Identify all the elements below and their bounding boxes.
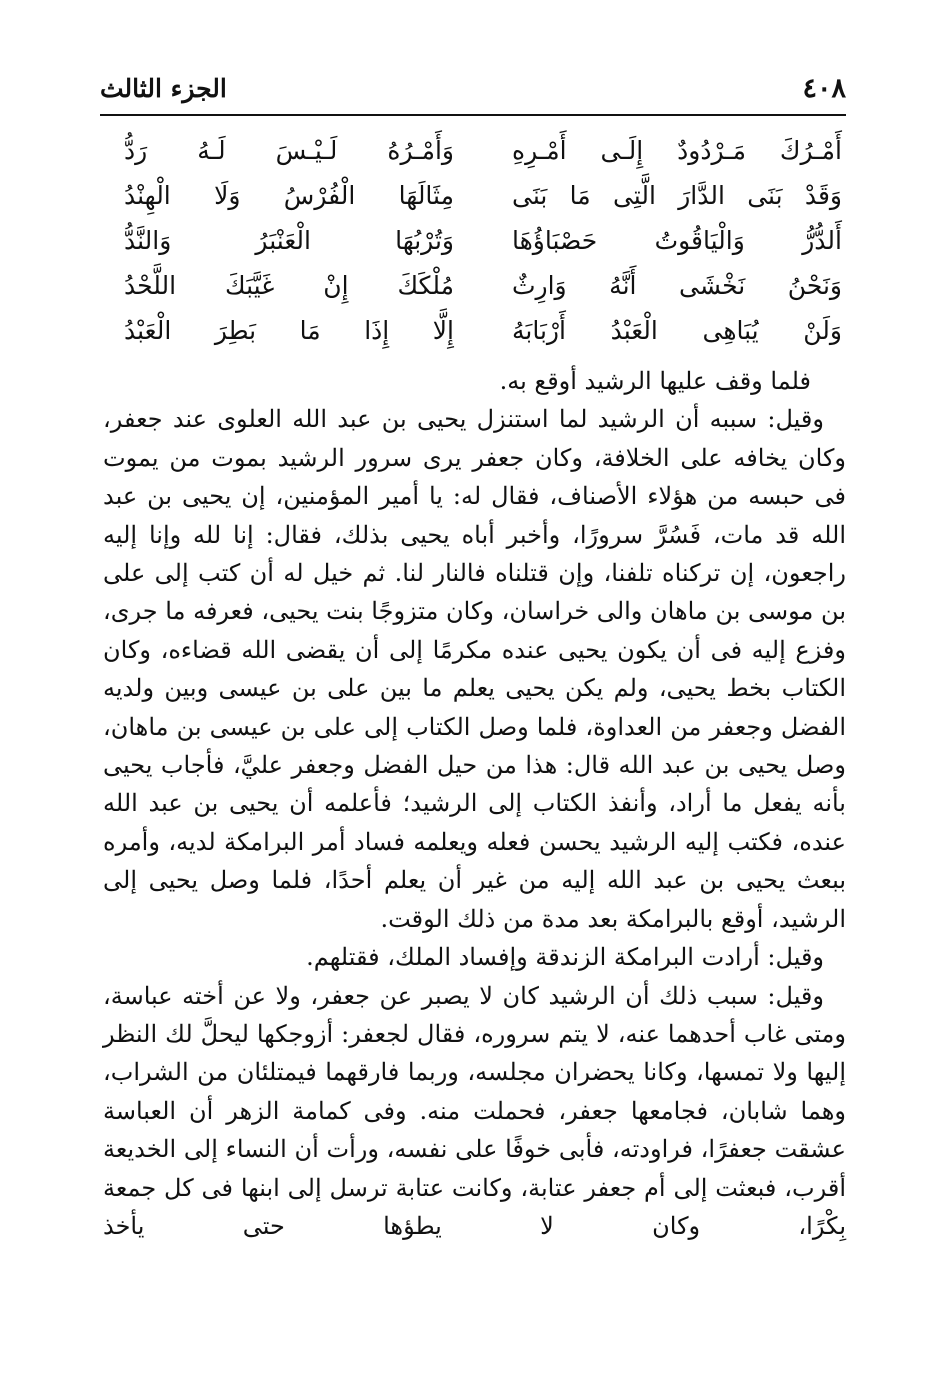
verse <box>100 128 846 173</box>
paragraph: فلما وقف عليها الرشيد أوقع به. <box>499 367 811 395</box>
body-text <box>103 362 846 1245</box>
verse-second-hemistich: مُلْكَكَ إِنْ غَيَّبَكَ اللَّحْدُ <box>124 271 454 300</box>
page-header <box>100 64 846 112</box>
verse <box>100 308 846 353</box>
verse-first-hemistich: أَلدُّرُّ وَالْيَاقُوتُ حَصْبَاؤُهَا <box>512 226 842 255</box>
verse-second-hemistich: وَأَمْـرُهُ لَـيْـسَ لَـهُ رَدُّ <box>124 136 454 165</box>
running-head: الجزء الثالث <box>100 73 227 103</box>
verse <box>100 173 846 218</box>
verse-first-hemistich: وَنَحْنُ نَخْشَى أَنَّهُ وَارِثٌ <box>512 271 842 300</box>
verse <box>100 263 846 308</box>
verse-first-hemistich: وَلَنْ يُبَاهِى الْعَبْدُ أَرْبَابَهُ <box>512 316 842 345</box>
verse-first-hemistich: أَمْـرُكَ مَـرْدُودٌ إِلَـى أَمْـرِهِ <box>512 136 842 165</box>
verse-second-hemistich: وَتُرْبُهَا الْعَنْبَرُ وَالنَّدُّ <box>124 226 454 255</box>
poem <box>100 128 846 353</box>
paragraph: وقيل: سبب ذلك أن الرشيد كان لا يصبر عن جعفر، ولا عن أخته عباسة، ومتى غاب أحدهما عنه، لا يتم سروره، فقال لجعفر: أزوجكها ليحلَّ لك النظر إليها ولا تمسها، وكانا يحضران مجلسه، وربما فارقهما فيمتلئان من الشراب، وهما شابان، فجامعها جعفر، فحملت منه. وفى كمامة الزهر أن العباسة عشقت جعفرًا، فراودته، فأبى خوفًا على نفسه، ورأت أن النساء إلى الخديعة أقرب، فبعثت إلى أم جعفر عتابة، وكانت عتابة ترسل إلى ابنها فى كل جمعة بِكْرًا، وكان لا يطؤها حتى يأخذ <box>103 981 847 1240</box>
header-rule <box>100 114 846 116</box>
page-number: ٤٠٨ <box>802 72 846 104</box>
verse-second-hemistich: إِلَّا إِذَا مَا بَطِرَ الْعَبْدُ <box>124 316 454 345</box>
paragraph: وقيل: أرادت البرامكة الزندقة وإفساد الملك، فقتلهم. <box>306 943 824 972</box>
verse-first-hemistich: وَقَدْ بَنَى الدَّارَ الَّتِى مَا بَنَى <box>512 181 842 210</box>
verse <box>100 218 846 263</box>
verse-second-hemistich: مِثَالَهَا الْفُرْسُ وَلَا الْهِنْدُ <box>124 181 454 210</box>
paragraph: وقيل: سببه أن الرشيد لما استنزل يحيى بن عبد الله العلوى عند جعفر، وكان يخافه على الخلافة، وكان جعفر يرى سرور الرشيد بموت من يموت فى حبسه من هؤلاء الأصناف، فقال له: يا أمير المؤمنين، إن يحيى بن عبد الله قد مات، فَسُرَّ سرورًا، وأخبر أباه يحيى بذلك، فقال: إنا لله وإنا إليه راجعون، إن تركناه تلفنا، وإن قتلناه فالنار لنا. ثم خيل له أن كتب إلى على بن موسى بن ماهان والى خراسان، وكان متزوجًا بنت يحيى، فعرفه ما جرى، وفزع إليه فى أن يكون يحيى عنده مكرمًا إلى أن يقضى الله قضاءه، وكان الكتاب بخط يحيى، ولم يكن يحيى يعلم ما بين على بن عيسى وبين ولديه الفضل وجعفر من العداوة، فلما وصل الكتاب إلى على بن عيسى بن ماهان، وصل يحيى بن عبد الله قال: هذا من حيل الفضل وجعفر عليَّ، فأجاب يحيى بأنه يفعل ما أراد، وأنفذ الكتاب إلى الرشيد؛ فأعلمه أن يحيى بن عبد الله عنده، فكتب إليه الرشيد يحسن فعله ويعلمه فساد أمر البرامكة لديه، وأمره ببعث يحيى بن عبد الله إليه من غير أن يعلم أحدًا، فلما وصل يحيى إلى الرشيد، أوقع بالبرامكة بعد مدة من ذلك الوقت. <box>103 405 846 933</box>
